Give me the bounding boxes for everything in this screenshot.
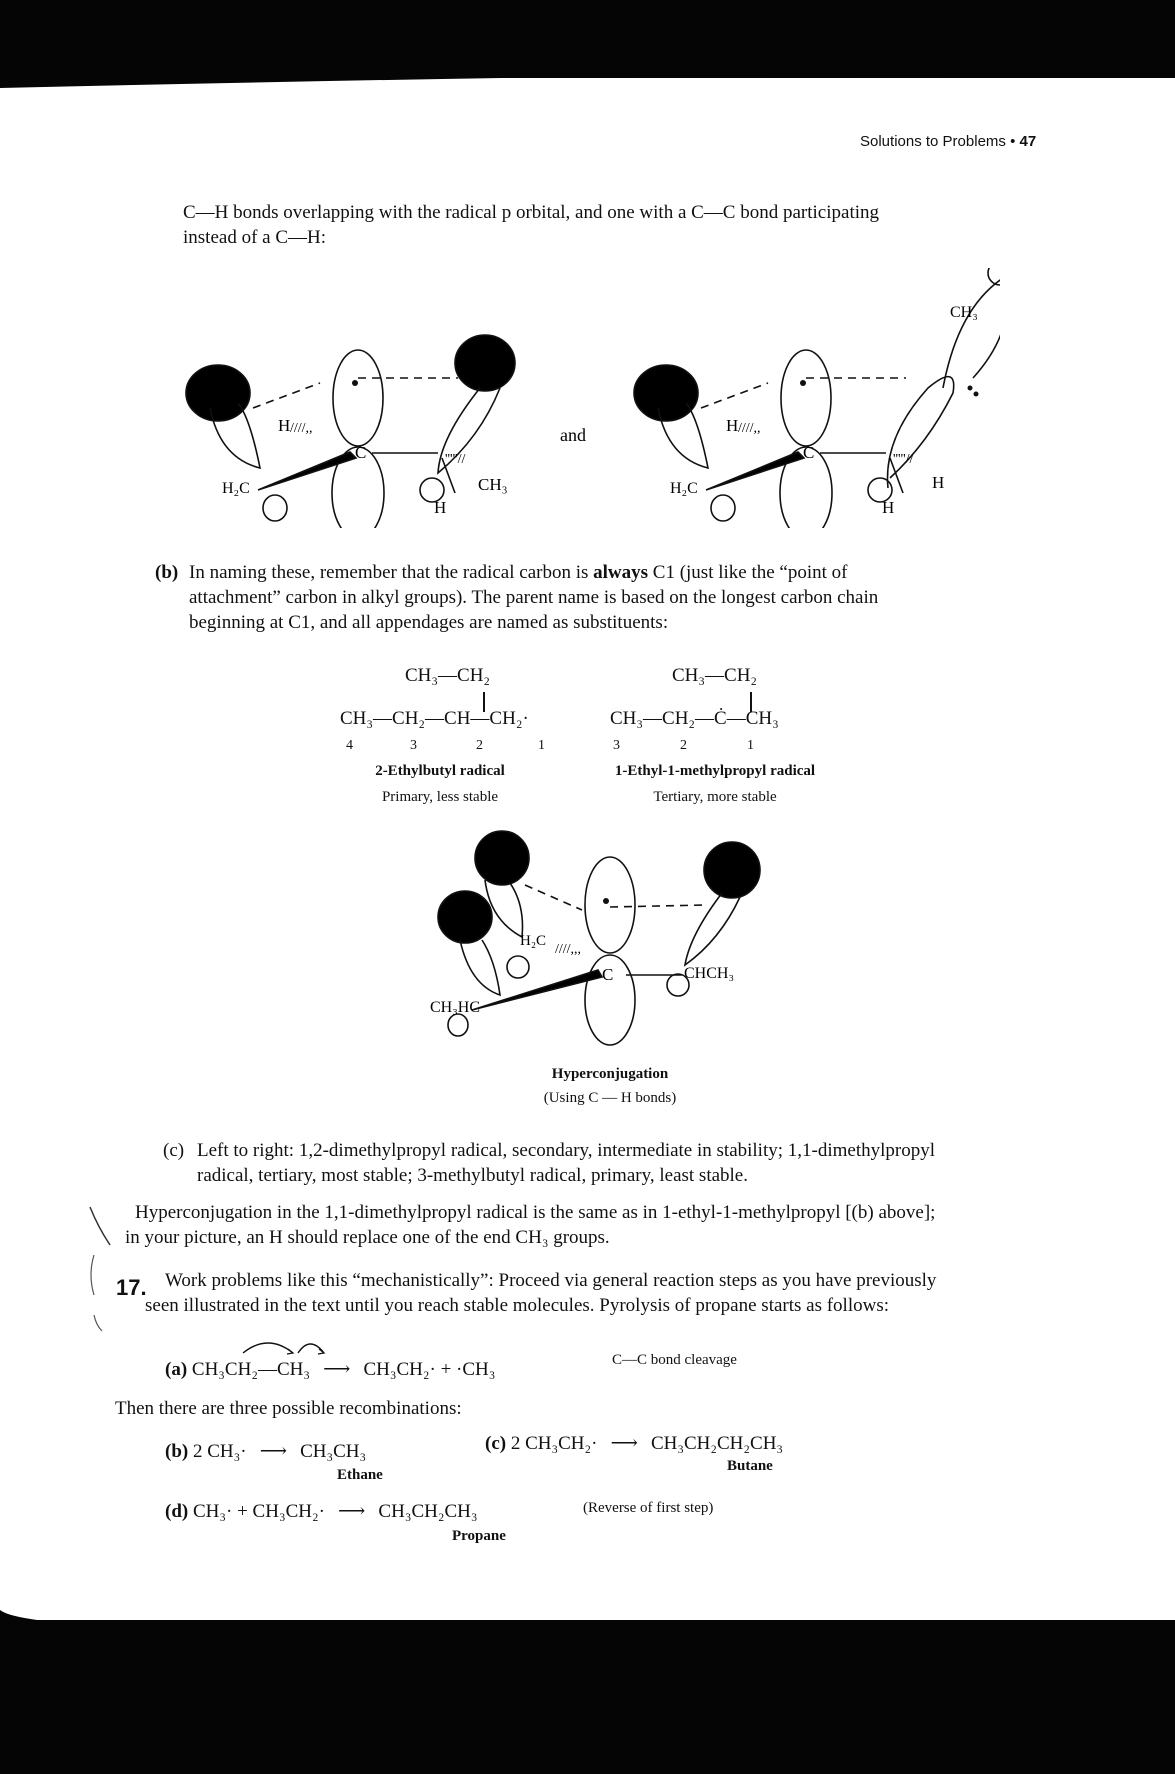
- right-struct-name: 1-Ethyl-1-methylpropyl radical: [614, 763, 816, 779]
- scan-top-edge: [0, 60, 1175, 100]
- reaction-b-label: (b): [165, 1441, 189, 1462]
- left-struct-desc: Primary, less stable: [381, 789, 499, 805]
- reaction-c: [485, 1432, 783, 1455]
- right-num-1: 1: [747, 738, 754, 753]
- reaction-b: [165, 1440, 366, 1463]
- right-ch3-top: CH₃: [950, 304, 978, 321]
- problem-17-line-2: seen illustrated in the text until you reach stable molecules. Pyrolysis of propane starts as follows:: [145, 1295, 890, 1316]
- right-h-right: H: [932, 473, 945, 492]
- right-struct-top: CH₃—CH₂: [672, 665, 758, 686]
- reaction-d-arrow: ⟶: [338, 1501, 366, 1522]
- left-struct-main: CH₃—CH₂—CH—CH₂·: [340, 708, 529, 729]
- left-struct-name: 2-Ethylbutyl radical: [375, 763, 505, 779]
- left-num-3: 3: [410, 738, 417, 753]
- right-struct-desc: Tertiary, more stable: [653, 789, 777, 805]
- left-num-4: 4: [346, 738, 353, 753]
- problem-17-text: [145, 1268, 1065, 1318]
- reaction-a-note: C—C bond cleavage: [612, 1352, 737, 1368]
- intro-line-2: instead of a C—H:: [183, 227, 327, 248]
- orbital-figure-1: [180, 268, 1000, 528]
- hash-bond-left: ////,,: [290, 421, 313, 436]
- intro-line-1: C—H bonds overlapping with the radical p orbital, and one with a C—C bond participating: [183, 202, 880, 223]
- part-b: [155, 560, 1035, 635]
- part-c-line-1: Left to right: 1,2-dimethylpropyl radical, secondary, intermediate in stability; 1,1-dimethylpropyl: [197, 1140, 936, 1161]
- part-c-label: (c): [163, 1140, 185, 1161]
- reaction-c-name: Butane: [727, 1458, 773, 1474]
- filled-lobe-left: [186, 365, 250, 421]
- p-orbital-top: [585, 857, 635, 953]
- reaction-d-product: CH₃CH₂CH₃: [378, 1501, 478, 1522]
- reaction-a-products: CH₃CH₂· + ·CH₃: [363, 1359, 496, 1380]
- part-b-label: (b): [155, 562, 179, 583]
- part-b-line-1: In naming these, remember that the radical carbon is always C1 (just like the “point of: [189, 562, 848, 583]
- overlap-dash-left: [253, 383, 320, 408]
- reaction-a-label: (a): [165, 1359, 188, 1380]
- wedge-bond-2: [472, 970, 602, 1010]
- part-c: [163, 1138, 1063, 1188]
- reaction-d-reactant: CH₃· + CH₃CH₂·: [192, 1501, 325, 1522]
- left-num-1: 1: [538, 738, 545, 753]
- reaction-a-arrow: ⟶: [323, 1359, 351, 1380]
- header-section: Solutions to Problems: [860, 133, 1006, 150]
- reaction-a: [165, 1358, 495, 1381]
- left-carbon: C: [355, 443, 367, 462]
- left-orbital-diagram: [186, 335, 515, 528]
- p-orbital-top: [333, 350, 383, 446]
- running-header: [860, 133, 1036, 150]
- reaction-c-label: (c): [485, 1433, 507, 1454]
- hyperconjugation-figure: [430, 825, 770, 1050]
- reaction-a-reactant: CH₃CH₂—CH₃: [191, 1359, 310, 1380]
- filled-lobe-upper: [475, 831, 529, 885]
- left-ch3: CH₃: [478, 475, 508, 494]
- reaction-d-name: Propane: [452, 1528, 506, 1544]
- left-h2c: H₂C: [222, 480, 250, 497]
- part-c-line-2: radical, tertiary, most stable; 3-methylbutyl radical, primary, least stable.: [197, 1165, 748, 1186]
- fig2-ch3hc: CH₃HC: [430, 999, 481, 1016]
- right-num-2: 2: [680, 738, 687, 753]
- wedge-bond: [258, 452, 356, 490]
- reaction-c-reactant: 2 CH₃CH₂·: [510, 1433, 598, 1454]
- curved-electron-arrows: [238, 1333, 358, 1357]
- fig2-carbon: C: [602, 965, 614, 984]
- hyperconjugation-note: [125, 1200, 1075, 1250]
- svg-text:'''''//: '''''//: [893, 452, 914, 467]
- left-struct-top: CH₃—CH₂: [405, 665, 491, 686]
- fig2-chch3: CHCH₃: [684, 965, 735, 982]
- part-b-line-3: beginning at C1, and all appendages are named as substituents:: [189, 612, 669, 633]
- right-struct-main: CH₃—CH₂—Ċ—CH₃: [610, 708, 779, 729]
- reaction-d-label: (d): [165, 1501, 189, 1522]
- reaction-b-arrow: ⟶: [259, 1441, 287, 1462]
- reaction-b-name: Ethane: [337, 1467, 383, 1483]
- problem-number: 17.: [116, 1275, 147, 1300]
- filled-lobe-right: [455, 335, 515, 391]
- note-line-2: in your picture, an H should replace one of the end CH₃ groups.: [125, 1227, 610, 1248]
- svg-text:////,,,: ////,,,: [555, 942, 582, 957]
- reaction-c-product: CH₃CH₂CH₂CH₃: [650, 1433, 784, 1454]
- left-num-2: 2: [476, 738, 483, 753]
- page-number: 47: [1019, 133, 1037, 150]
- fig2-h2c: H₂C: [520, 933, 547, 949]
- left-h: H: [278, 416, 291, 435]
- reaction-c-arrow: ⟶: [610, 1433, 638, 1454]
- reaction-b-product: CH₃CH₃: [300, 1441, 367, 1462]
- small-lobe-left: [263, 495, 287, 521]
- filled-lobe-right: [704, 842, 760, 898]
- reaction-b-reactant: 2 CH₃·: [192, 1441, 247, 1462]
- note-line-1: Hyperconjugation in the 1,1-dimethylpropyl radical is the same as in 1-ethyl-1-methylpropyl [(b) above];: [135, 1202, 936, 1223]
- right-carbon: C: [803, 443, 815, 462]
- header-bullet: •: [1010, 133, 1016, 150]
- filled-lobe-lower: [438, 891, 492, 943]
- scan-bottom-border: [0, 1620, 1175, 1774]
- svg-text:////,,: ////,,: [738, 421, 761, 436]
- fig2-caption-title: Hyperconjugation: [551, 1066, 669, 1082]
- part-b-line-2: attachment” carbon in alkyl groups). The parent name is based on the longest carbon chain: [189, 587, 879, 608]
- fig2-caption-sub: (Using C — H bonds): [543, 1090, 677, 1106]
- problem-17-line-1: Work problems like this “mechanistically”: Proceed via general reaction steps as you have previously: [165, 1270, 937, 1291]
- left-h-bottom: H: [434, 498, 447, 517]
- right-num-3: 3: [613, 738, 620, 753]
- intro-paragraph: [183, 200, 1043, 250]
- recombination-intro: Then there are three possible recombinations:: [115, 1398, 462, 1419]
- reaction-d: [165, 1500, 477, 1523]
- figure-connector-and: and: [560, 425, 586, 445]
- right-h-bottom: H: [882, 498, 895, 517]
- right-h: H: [726, 416, 739, 435]
- right-h2c: H₂C: [670, 480, 698, 497]
- reaction-d-note: (Reverse of first step): [583, 1500, 714, 1516]
- hash-bond-right: '''''//: [445, 452, 466, 467]
- handwritten-margin-mark: [88, 1205, 118, 1335]
